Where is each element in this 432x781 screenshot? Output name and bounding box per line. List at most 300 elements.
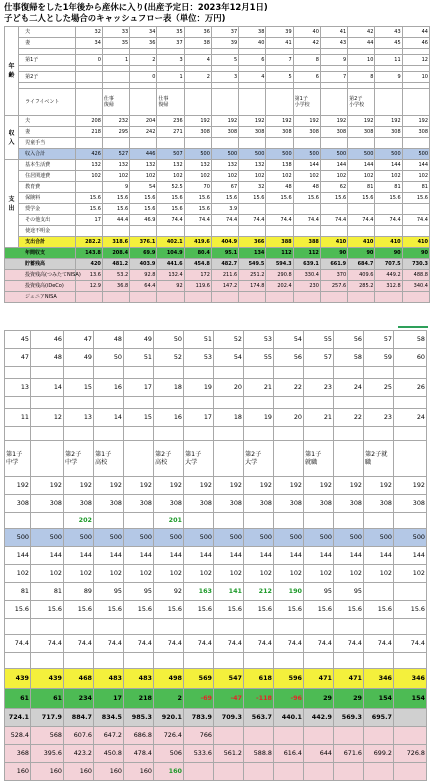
table-cell[interactable]: 16 bbox=[154, 409, 184, 427]
table-cell[interactable] bbox=[239, 292, 266, 303]
table-cell[interactable] bbox=[75, 182, 102, 193]
table-cell[interactable]: 59 bbox=[364, 349, 394, 367]
table-cell[interactable] bbox=[364, 367, 394, 379]
table-cell[interactable] bbox=[402, 292, 429, 303]
table-cell[interactable]: 308 bbox=[184, 495, 214, 513]
table-cell[interactable]: 211.6 bbox=[211, 270, 238, 281]
table-cell[interactable]: 202 bbox=[64, 513, 94, 529]
table-cell[interactable]: 144 bbox=[94, 547, 124, 565]
table-cell[interactable]: 671.6 bbox=[334, 745, 364, 763]
table-cell[interactable] bbox=[211, 292, 238, 303]
table-cell[interactable] bbox=[239, 89, 266, 116]
table-cell[interactable]: 717.9 bbox=[31, 709, 64, 727]
table-cell[interactable]: 102 bbox=[375, 171, 402, 182]
table-cell[interactable] bbox=[274, 397, 304, 409]
table-cell[interactable]: 15 bbox=[64, 379, 94, 397]
table-cell[interactable]: 144 bbox=[184, 547, 214, 565]
table-cell[interactable] bbox=[211, 138, 238, 149]
table-cell[interactable]: 74.4 bbox=[364, 635, 394, 653]
table-cell[interactable]: 57 bbox=[364, 331, 394, 349]
table-cell[interactable]: 439 bbox=[31, 669, 64, 689]
table-cell[interactable]: 48 bbox=[293, 182, 320, 193]
table-cell[interactable]: 192 bbox=[348, 116, 375, 127]
table-cell[interactable]: 40 bbox=[293, 27, 320, 38]
table-cell[interactable]: 第1子 高校 bbox=[94, 441, 124, 477]
table-cell[interactable]: 204 bbox=[130, 116, 157, 127]
table-cell[interactable]: 45 bbox=[375, 38, 402, 49]
table-cell[interactable]: 10 bbox=[402, 72, 429, 83]
table-cell[interactable]: 13.6 bbox=[75, 270, 102, 281]
table-cell[interactable]: 32 bbox=[75, 27, 102, 38]
table-cell[interactable] bbox=[154, 367, 184, 379]
table-cell[interactable]: 18 bbox=[214, 409, 244, 427]
table-cell[interactable]: 368 bbox=[5, 745, 31, 763]
table-cell[interactable]: 54 bbox=[274, 331, 304, 349]
table-cell[interactable]: 290.8 bbox=[266, 270, 293, 281]
table-cell[interactable]: 15.6 bbox=[266, 193, 293, 204]
table-cell[interactable] bbox=[364, 513, 394, 529]
table-cell[interactable] bbox=[394, 727, 427, 745]
table-cell[interactable] bbox=[184, 653, 214, 669]
table-cell[interactable]: 15.6 bbox=[364, 601, 394, 619]
table-cell[interactable]: 12.9 bbox=[75, 281, 102, 292]
table-cell[interactable]: 52.5 bbox=[157, 182, 184, 193]
table-cell[interactable]: 102 bbox=[293, 171, 320, 182]
table-cell[interactable]: 308 bbox=[239, 127, 266, 138]
table-cell[interactable]: 64.4 bbox=[130, 281, 157, 292]
table-cell[interactable]: 29 bbox=[304, 689, 334, 709]
table-cell[interactable]: 192 bbox=[304, 477, 334, 495]
table-cell[interactable] bbox=[266, 138, 293, 149]
table-cell[interactable] bbox=[102, 226, 129, 237]
table-cell[interactable]: 144 bbox=[320, 160, 347, 171]
table-cell[interactable] bbox=[394, 367, 427, 379]
table-cell[interactable]: 420 bbox=[75, 259, 102, 270]
table-cell[interactable]: 74.4 bbox=[244, 635, 274, 653]
table-cell[interactable]: 500 bbox=[31, 529, 64, 547]
table-cell[interactable] bbox=[31, 367, 64, 379]
table-cell[interactable]: 192 bbox=[334, 477, 364, 495]
table-cell[interactable]: 132.4 bbox=[157, 270, 184, 281]
table-cell[interactable]: 102 bbox=[124, 565, 154, 583]
table-cell[interactable]: 132 bbox=[157, 160, 184, 171]
table-cell[interactable]: 726.8 bbox=[394, 745, 427, 763]
table-cell[interactable] bbox=[274, 367, 304, 379]
table-cell[interactable]: 15.6 bbox=[124, 601, 154, 619]
table-cell[interactable]: 102 bbox=[211, 171, 238, 182]
table-cell[interactable]: 92 bbox=[157, 281, 184, 292]
table-cell[interactable]: 74.4 bbox=[31, 635, 64, 653]
table-cell[interactable] bbox=[154, 397, 184, 409]
table-cell[interactable]: 500 bbox=[402, 149, 429, 160]
table-cell[interactable]: 15.6 bbox=[244, 601, 274, 619]
table-cell[interactable]: 500 bbox=[5, 529, 31, 547]
table-cell[interactable]: 102 bbox=[157, 171, 184, 182]
table-cell[interactable]: 528.4 bbox=[5, 727, 31, 745]
table-cell[interactable] bbox=[394, 619, 427, 635]
table-cell[interactable]: 308 bbox=[304, 495, 334, 513]
table-cell[interactable]: 192 bbox=[154, 477, 184, 495]
table-cell[interactable]: 8 bbox=[293, 55, 320, 66]
table-cell[interactable]: 102 bbox=[184, 171, 211, 182]
table-cell[interactable] bbox=[394, 709, 427, 727]
table-cell[interactable] bbox=[214, 513, 244, 529]
table-cell[interactable]: 90 bbox=[402, 248, 429, 259]
table-cell[interactable]: 102 bbox=[304, 565, 334, 583]
table-cell[interactable]: 15.6 bbox=[31, 601, 64, 619]
table-cell[interactable]: 17 bbox=[124, 379, 154, 397]
table-cell[interactable] bbox=[211, 89, 238, 116]
table-cell[interactable]: 308 bbox=[154, 495, 184, 513]
table-cell[interactable]: 22 bbox=[274, 379, 304, 397]
table-cell[interactable]: 450.8 bbox=[94, 745, 124, 763]
table-cell[interactable]: 15.6 bbox=[75, 204, 102, 215]
table-cell[interactable]: 441.6 bbox=[157, 259, 184, 270]
table-cell[interactable]: 22 bbox=[334, 409, 364, 427]
table-cell[interactable]: 38 bbox=[184, 38, 211, 49]
table-cell[interactable]: 81 bbox=[375, 182, 402, 193]
table-cell[interactable]: 61 bbox=[5, 689, 31, 709]
table-cell[interactable] bbox=[334, 727, 364, 745]
table-cell[interactable]: 19 bbox=[184, 379, 214, 397]
table-cell[interactable] bbox=[94, 367, 124, 379]
table-cell[interactable]: 834.5 bbox=[94, 709, 124, 727]
table-cell[interactable]: 454.8 bbox=[184, 259, 211, 270]
table-cell[interactable] bbox=[184, 397, 214, 409]
table-cell[interactable]: 46 bbox=[402, 38, 429, 49]
table-cell[interactable]: 160 bbox=[64, 763, 94, 781]
table-cell[interactable]: 440.1 bbox=[274, 709, 304, 727]
table-cell[interactable]: 481.2 bbox=[102, 259, 129, 270]
table-cell[interactable] bbox=[124, 653, 154, 669]
table-cell[interactable]: 147.2 bbox=[211, 281, 238, 292]
table-cell[interactable]: 308 bbox=[64, 495, 94, 513]
table-cell[interactable]: 60 bbox=[394, 349, 427, 367]
table-cell[interactable]: 308 bbox=[394, 495, 427, 513]
table-cell[interactable]: 403.9 bbox=[130, 259, 157, 270]
table-cell[interactable]: 102 bbox=[184, 565, 214, 583]
table-cell[interactable]: 16 bbox=[94, 379, 124, 397]
table-cell[interactable]: 0 bbox=[130, 72, 157, 83]
table-cell[interactable]: 39 bbox=[211, 38, 238, 49]
table-cell[interactable]: 132 bbox=[239, 160, 266, 171]
table-cell[interactable]: 308 bbox=[334, 495, 364, 513]
table-cell[interactable] bbox=[402, 204, 429, 215]
table-cell[interactable] bbox=[320, 292, 347, 303]
table-cell[interactable]: 12 bbox=[402, 55, 429, 66]
table-cell[interactable] bbox=[184, 763, 214, 781]
table-cell[interactable]: 102 bbox=[5, 565, 31, 583]
table-cell[interactable]: 144 bbox=[348, 160, 375, 171]
table-cell[interactable] bbox=[266, 226, 293, 237]
table-cell[interactable] bbox=[75, 72, 102, 83]
table-cell[interactable] bbox=[64, 619, 94, 635]
table-cell[interactable] bbox=[31, 427, 64, 441]
table-cell[interactable]: 15.6 bbox=[130, 204, 157, 215]
table-cell[interactable]: 56 bbox=[274, 349, 304, 367]
table-cell[interactable] bbox=[364, 619, 394, 635]
table-cell[interactable] bbox=[334, 513, 364, 529]
table-cell[interactable]: 144 bbox=[334, 547, 364, 565]
table-cell[interactable]: 53.2 bbox=[102, 270, 129, 281]
table-cell[interactable]: 232 bbox=[102, 116, 129, 127]
table-cell[interactable]: 81 bbox=[402, 182, 429, 193]
table-cell[interactable] bbox=[102, 138, 129, 149]
table-cell[interactable]: 500 bbox=[274, 529, 304, 547]
table-cell[interactable] bbox=[364, 427, 394, 441]
table-cell[interactable]: 143.8 bbox=[75, 248, 102, 259]
table-cell[interactable] bbox=[157, 226, 184, 237]
table-cell[interactable]: 8 bbox=[348, 72, 375, 83]
table-cell[interactable]: 285.2 bbox=[348, 281, 375, 292]
table-cell[interactable]: 596 bbox=[274, 669, 304, 689]
table-cell[interactable]: 44 bbox=[348, 38, 375, 49]
table-cell[interactable] bbox=[394, 397, 427, 409]
table-cell[interactable]: 58 bbox=[334, 349, 364, 367]
table-cell[interactable]: 2 bbox=[130, 55, 157, 66]
table-cell[interactable]: 15.6 bbox=[5, 601, 31, 619]
table-cell[interactable] bbox=[304, 653, 334, 669]
table-cell[interactable] bbox=[334, 619, 364, 635]
table-cell[interactable]: 724.1 bbox=[5, 709, 31, 727]
table-cell[interactable] bbox=[304, 619, 334, 635]
table-cell[interactable]: 15.6 bbox=[214, 601, 244, 619]
table-cell[interactable]: 202.4 bbox=[266, 281, 293, 292]
table-cell[interactable]: 5 bbox=[266, 72, 293, 83]
table-cell[interactable]: 24 bbox=[394, 409, 427, 427]
table-cell[interactable]: -118 bbox=[244, 689, 274, 709]
table-cell[interactable] bbox=[293, 138, 320, 149]
table-cell[interactable] bbox=[364, 397, 394, 409]
table-cell[interactable] bbox=[124, 367, 154, 379]
table-cell[interactable]: 第2子 中学 bbox=[64, 441, 94, 477]
table-cell[interactable] bbox=[102, 292, 129, 303]
table-cell[interactable]: 160 bbox=[5, 763, 31, 781]
table-cell[interactable]: 1 bbox=[102, 55, 129, 66]
table-cell[interactable]: 132 bbox=[102, 160, 129, 171]
table-cell[interactable] bbox=[31, 619, 64, 635]
table-cell[interactable]: 15.6 bbox=[239, 193, 266, 204]
table-cell[interactable]: 102 bbox=[239, 171, 266, 182]
table-cell[interactable]: 95 bbox=[334, 583, 364, 601]
table-cell[interactable]: 43 bbox=[375, 27, 402, 38]
table-cell[interactable]: 192 bbox=[244, 477, 274, 495]
table-cell[interactable]: 14 bbox=[94, 409, 124, 427]
table-cell[interactable] bbox=[364, 763, 394, 781]
table-cell[interactable] bbox=[244, 653, 274, 669]
table-cell[interactable]: 74.4 bbox=[293, 215, 320, 226]
table-cell[interactable]: 58 bbox=[394, 331, 427, 349]
table-cell[interactable]: 25 bbox=[364, 379, 394, 397]
table-cell[interactable]: 388 bbox=[293, 237, 320, 248]
table-cell[interactable]: 160 bbox=[124, 763, 154, 781]
table-cell[interactable]: 985.3 bbox=[124, 709, 154, 727]
table-cell[interactable]: 730.3 bbox=[402, 259, 429, 270]
table-cell[interactable]: 74.4 bbox=[154, 635, 184, 653]
table-cell[interactable] bbox=[320, 204, 347, 215]
table-cell[interactable]: 34 bbox=[130, 27, 157, 38]
table-cell[interactable]: 308 bbox=[320, 127, 347, 138]
table-cell[interactable]: 第1子 就職 bbox=[304, 441, 334, 477]
table-cell[interactable] bbox=[124, 397, 154, 409]
table-cell[interactable]: 569.3 bbox=[334, 709, 364, 727]
table-cell[interactable] bbox=[157, 138, 184, 149]
table-cell[interactable]: 242 bbox=[130, 127, 157, 138]
table-cell[interactable] bbox=[130, 138, 157, 149]
table-cell[interactable]: 549.5 bbox=[239, 259, 266, 270]
table-cell[interactable]: 500 bbox=[214, 529, 244, 547]
table-cell[interactable] bbox=[274, 727, 304, 745]
table-cell[interactable]: 218 bbox=[75, 127, 102, 138]
table-cell[interactable]: 第1子 小学校 bbox=[293, 89, 320, 116]
table-cell[interactable] bbox=[394, 763, 427, 781]
table-cell[interactable]: 20 bbox=[274, 409, 304, 427]
table-cell[interactable]: 46.9 bbox=[130, 215, 157, 226]
table-cell[interactable]: 192 bbox=[293, 116, 320, 127]
table-cell[interactable]: 884.7 bbox=[64, 709, 94, 727]
table-cell[interactable]: 507 bbox=[157, 149, 184, 160]
table-cell[interactable]: 707.5 bbox=[375, 259, 402, 270]
table-cell[interactable]: 410 bbox=[375, 237, 402, 248]
table-cell[interactable]: 647.2 bbox=[94, 727, 124, 745]
table-cell[interactable]: 15.6 bbox=[402, 193, 429, 204]
table-cell[interactable]: 102 bbox=[266, 171, 293, 182]
table-cell[interactable]: 23 bbox=[304, 379, 334, 397]
table-cell[interactable] bbox=[130, 226, 157, 237]
table-cell[interactable]: 234 bbox=[64, 689, 94, 709]
table-cell[interactable]: 174.8 bbox=[239, 281, 266, 292]
table-cell[interactable] bbox=[244, 727, 274, 745]
table-cell[interactable]: 70 bbox=[184, 182, 211, 193]
table-cell[interactable] bbox=[184, 226, 211, 237]
table-cell[interactable]: 仕事 復帰 bbox=[157, 89, 184, 116]
table-cell[interactable]: 132 bbox=[184, 160, 211, 171]
table-cell[interactable]: 48 bbox=[31, 349, 64, 367]
table-cell[interactable] bbox=[64, 397, 94, 409]
table-cell[interactable]: 144 bbox=[402, 160, 429, 171]
table-cell[interactable]: 190 bbox=[274, 583, 304, 601]
table-cell[interactable] bbox=[334, 441, 364, 477]
table-cell[interactable]: 308 bbox=[293, 127, 320, 138]
table-cell[interactable]: 684.7 bbox=[348, 259, 375, 270]
table-cell[interactable] bbox=[394, 583, 427, 601]
table-cell[interactable]: 500 bbox=[211, 149, 238, 160]
table-cell[interactable]: 160 bbox=[154, 763, 184, 781]
table-cell[interactable] bbox=[266, 204, 293, 215]
table-cell[interactable]: 48 bbox=[266, 182, 293, 193]
table-cell[interactable]: 686.8 bbox=[124, 727, 154, 745]
table-cell[interactable]: 第2子就 職 bbox=[364, 441, 394, 477]
table-cell[interactable] bbox=[244, 397, 274, 409]
table-cell[interactable]: 50 bbox=[154, 331, 184, 349]
table-cell[interactable] bbox=[304, 427, 334, 441]
table-cell[interactable]: 15 bbox=[124, 409, 154, 427]
table-cell[interactable]: 561.2 bbox=[214, 745, 244, 763]
table-cell[interactable]: 402.1 bbox=[157, 237, 184, 248]
table-cell[interactable] bbox=[334, 763, 364, 781]
table-cell[interactable] bbox=[31, 513, 64, 529]
table-cell[interactable]: 74.4 bbox=[334, 635, 364, 653]
table-cell[interactable]: 308 bbox=[348, 127, 375, 138]
table-cell[interactable]: 74.4 bbox=[211, 215, 238, 226]
table-cell[interactable]: 500 bbox=[320, 149, 347, 160]
table-cell[interactable]: 308 bbox=[274, 495, 304, 513]
table-cell[interactable]: 52 bbox=[214, 331, 244, 349]
table-cell[interactable] bbox=[320, 89, 347, 116]
table-cell[interactable]: 208 bbox=[75, 116, 102, 127]
table-cell[interactable]: 57 bbox=[304, 349, 334, 367]
table-cell[interactable]: 15.6 bbox=[157, 204, 184, 215]
table-cell[interactable] bbox=[244, 619, 274, 635]
table-cell[interactable]: 500 bbox=[364, 529, 394, 547]
table-cell[interactable]: 119.6 bbox=[184, 281, 211, 292]
table-cell[interactable]: 376.1 bbox=[130, 237, 157, 248]
table-cell[interactable]: 74.4 bbox=[266, 215, 293, 226]
table-cell[interactable]: 419.6 bbox=[184, 237, 211, 248]
table-cell[interactable] bbox=[304, 397, 334, 409]
table-cell[interactable] bbox=[64, 367, 94, 379]
table-cell[interactable]: 160 bbox=[94, 763, 124, 781]
table-cell[interactable]: 134 bbox=[239, 248, 266, 259]
table-cell[interactable]: 15.6 bbox=[211, 193, 238, 204]
table-cell[interactable]: 39 bbox=[266, 27, 293, 38]
table-cell[interactable]: 10 bbox=[348, 55, 375, 66]
table-cell[interactable] bbox=[102, 72, 129, 83]
table-cell[interactable]: 34 bbox=[75, 38, 102, 49]
table-cell[interactable] bbox=[5, 367, 31, 379]
table-cell[interactable] bbox=[94, 427, 124, 441]
table-cell[interactable]: 192 bbox=[375, 116, 402, 127]
table-cell[interactable]: 308 bbox=[364, 495, 394, 513]
table-cell[interactable]: 23 bbox=[364, 409, 394, 427]
table-cell[interactable]: 74.4 bbox=[184, 215, 211, 226]
table-cell[interactable]: 95 bbox=[304, 583, 334, 601]
table-cell[interactable]: 3.9 bbox=[211, 204, 238, 215]
table-cell[interactable]: 920.1 bbox=[154, 709, 184, 727]
table-cell[interactable]: 471 bbox=[304, 669, 334, 689]
table-cell[interactable]: 42 bbox=[348, 27, 375, 38]
table-cell[interactable]: 594.3 bbox=[266, 259, 293, 270]
table-cell[interactable] bbox=[266, 292, 293, 303]
table-cell[interactable]: 312.8 bbox=[375, 281, 402, 292]
table-cell[interactable]: 3 bbox=[211, 72, 238, 83]
table-cell[interactable]: 644 bbox=[304, 745, 334, 763]
table-cell[interactable]: 48 bbox=[94, 331, 124, 349]
table-cell[interactable] bbox=[239, 226, 266, 237]
table-cell[interactable] bbox=[5, 397, 31, 409]
table-cell[interactable]: 第2子 大学 bbox=[244, 441, 274, 477]
table-cell[interactable]: 699.2 bbox=[364, 745, 394, 763]
table-cell[interactable]: 42 bbox=[293, 38, 320, 49]
table-cell[interactable] bbox=[214, 397, 244, 409]
table-cell[interactable] bbox=[274, 513, 304, 529]
table-cell[interactable]: 46 bbox=[31, 331, 64, 349]
table-cell[interactable]: 500 bbox=[375, 149, 402, 160]
table-cell[interactable]: 102 bbox=[274, 565, 304, 583]
table-cell[interactable]: 15.6 bbox=[154, 601, 184, 619]
table-cell[interactable]: 346 bbox=[364, 669, 394, 689]
table-cell[interactable]: 0 bbox=[75, 55, 102, 66]
table-cell[interactable] bbox=[375, 292, 402, 303]
table-cell[interactable]: 9 bbox=[102, 182, 129, 193]
table-cell[interactable]: 102 bbox=[154, 565, 184, 583]
table-cell[interactable]: 44 bbox=[402, 27, 429, 38]
table-cell[interactable]: 661.9 bbox=[320, 259, 347, 270]
table-cell[interactable] bbox=[348, 138, 375, 149]
table-cell[interactable]: 308 bbox=[94, 495, 124, 513]
table-cell[interactable]: 144 bbox=[124, 547, 154, 565]
table-cell[interactable]: 95 bbox=[94, 583, 124, 601]
